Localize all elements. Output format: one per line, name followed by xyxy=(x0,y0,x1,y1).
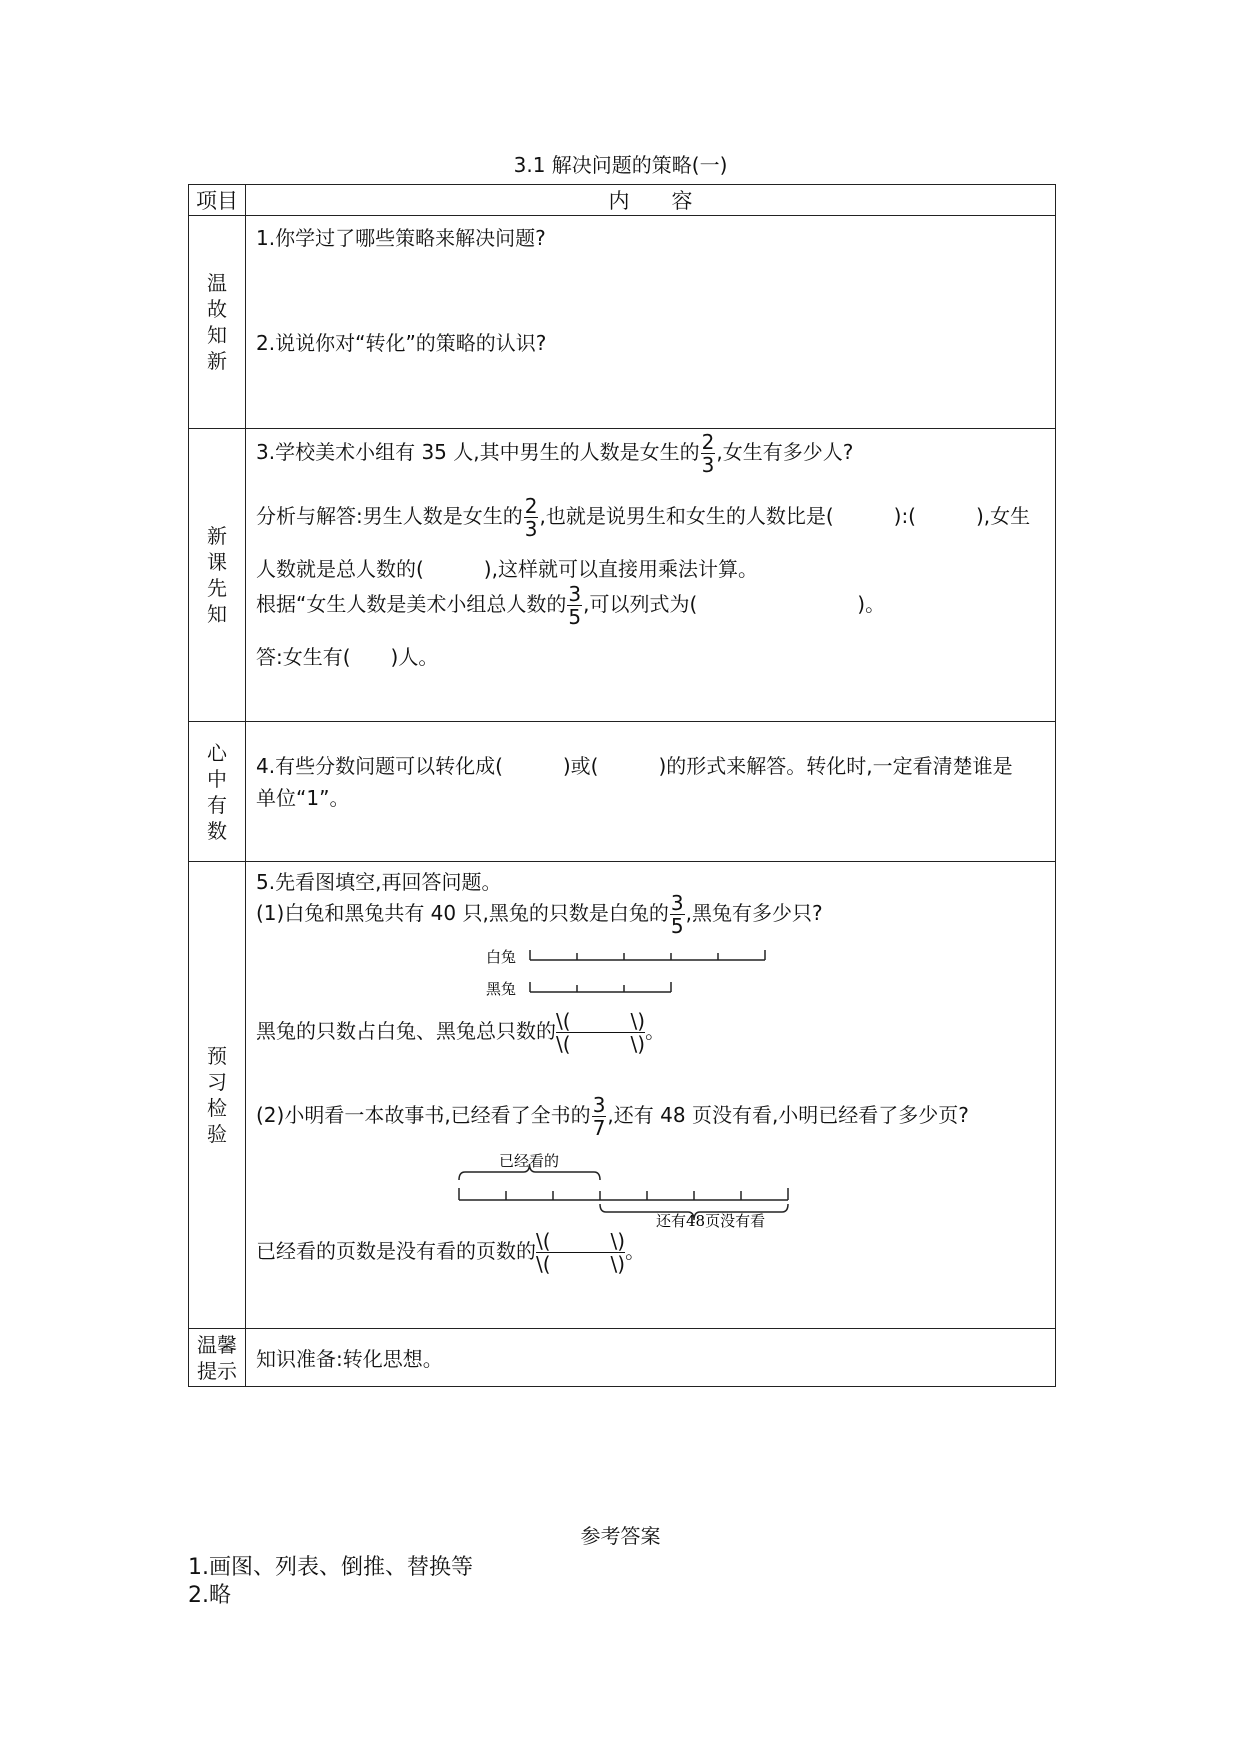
brace-read xyxy=(459,1164,600,1180)
fraction: $\frac{2}{3}$ xyxy=(701,430,715,477)
header-content: 内 容 xyxy=(246,185,1056,216)
row-mind xyxy=(189,722,1056,862)
label-unread: 还有48页没有看 xyxy=(656,1212,766,1230)
label-white-rabbit: 白兔 xyxy=(486,948,517,966)
row-label-review: 温故知新 xyxy=(207,271,227,373)
question-4-line-2: 单位“1”。 xyxy=(256,786,350,810)
label-read: 已经看的 xyxy=(499,1152,560,1170)
fraction: $\frac{2}{3}$ xyxy=(524,494,538,541)
analysis-line-1: 分析与解答:男生人数是女生的 $\frac{2}{3}$ ,也就是说男生和女生的人数比是( ):( ),女生 xyxy=(256,494,1031,541)
question-4-line-1: 4.有些分数问题可以转化成( )或( )的形式来解答。转化时,一定看清楚谁是 xyxy=(256,754,1013,778)
answer-blank-fraction[interactable]: $\frac{\backslash( \backslash)}{\backslash( \backslash)}$ xyxy=(536,1229,626,1276)
row-label-check: 预习检验 xyxy=(207,1044,227,1146)
question-1: 1.你学过了哪些策略来解决问题? xyxy=(256,226,546,250)
rabbit-diagram xyxy=(486,948,786,1008)
table-header xyxy=(189,185,1056,216)
question-5: 5.先看图填空,再回答问题。 xyxy=(256,870,502,894)
fraction: $\frac{3}{5}$ xyxy=(670,891,684,938)
fraction: $\frac{3}{5}$ xyxy=(568,582,582,629)
row-check xyxy=(189,862,1056,1329)
row-label-mind: 心中有数 xyxy=(207,740,227,843)
formula-line: 根据“女生人数是美术小组总人数的 $\frac{3}{5}$ ,可以列式为( )。 xyxy=(256,582,886,629)
answer-blank-fraction[interactable]: $\frac{\backslash( \backslash)}{\backslash( \backslash)}$ xyxy=(556,1009,646,1056)
answers-list xyxy=(188,1554,473,1610)
problem-2: (2)小明看一本故事书,已经看了全书的 $\frac{3}{7}$ ,还有 48 页没有看,小明已经看了多少页? xyxy=(256,1093,969,1140)
problem-1: (1)白兔和黑兔共有 40 只,黑兔的只数是白兔的 $\frac{3}{5}$ ,黑兔有多少只? xyxy=(256,891,823,938)
page-title: 3.1 解决问题的策略(一) xyxy=(513,153,728,177)
problem-2-fill: 已经看的页数是没有看的页数的 $\frac{\backslash( \backslash)}{\backslash( \backslash)}$ 。 xyxy=(256,1229,646,1276)
analysis-line-2: 人数就是总人数的( ),这样就可以直接用乘法计算。 xyxy=(256,557,758,581)
problem-1-fill: 黑兔的只数占白兔、黑兔总只数的 $\frac{\backslash( \backslash)}{\backslash( \backslash)}$ 。 xyxy=(256,1009,666,1056)
answer-item: 1.画图、列表、倒推、替换等 xyxy=(188,1555,473,1580)
question-2: 2.说说你对“转化”的策略的认识? xyxy=(256,331,547,355)
answer-line: 答:女生有( )人。 xyxy=(256,645,439,669)
label-black-rabbit: 黑兔 xyxy=(486,980,517,998)
answers-title: 参考答案 xyxy=(580,1524,661,1548)
question-3: 3.学校美术小组有 35 人,其中男生的人数是女生的 $\frac{2}{3}$ ,女生有多少人? xyxy=(256,430,854,477)
answer-item: 2.略 xyxy=(188,1583,231,1608)
row-preview xyxy=(189,429,1056,722)
fraction: $\frac{3}{7}$ xyxy=(592,1093,606,1140)
tip-text: 知识准备:转化思想。 xyxy=(256,1347,443,1371)
book-diagram xyxy=(451,1150,811,1230)
row-tip xyxy=(189,1329,1056,1387)
row-label-tip: 温馨提示 xyxy=(197,1332,237,1383)
worksheet-table xyxy=(188,184,1056,1387)
row-label-preview: 新课先知 xyxy=(207,524,227,626)
header-item: 项目 xyxy=(189,185,246,216)
row-review xyxy=(189,216,1056,429)
